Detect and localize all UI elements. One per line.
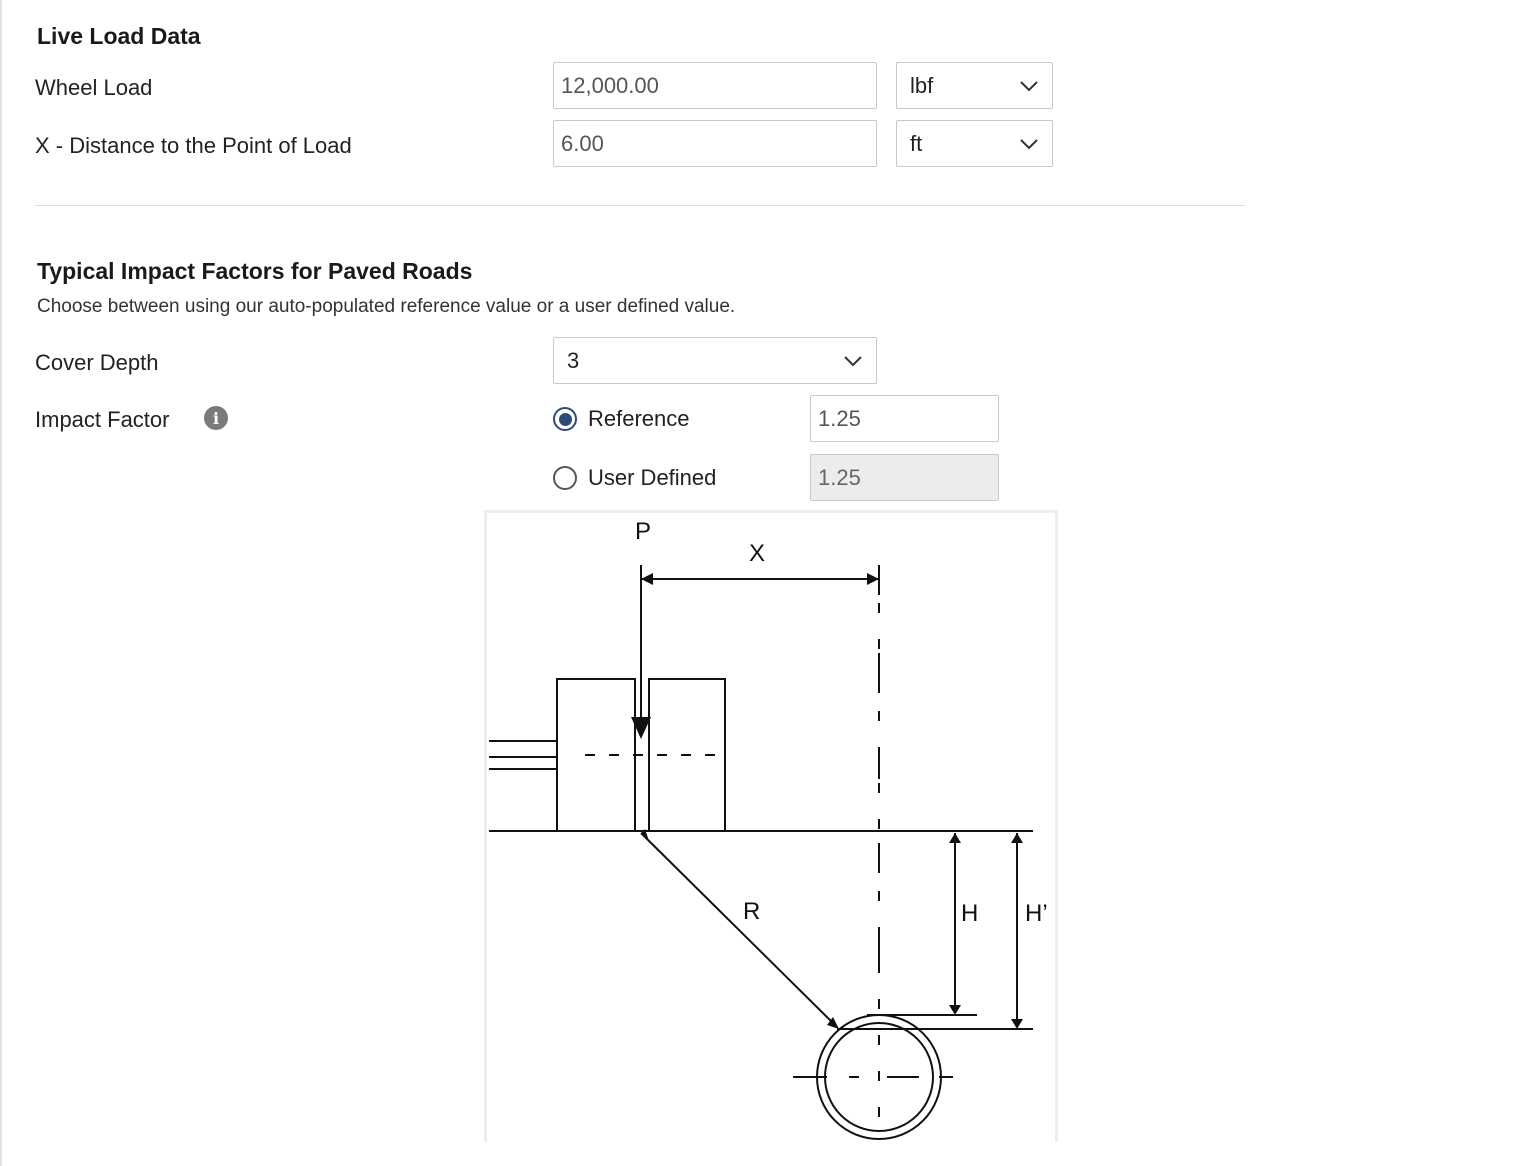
chevron-down-icon: [843, 355, 863, 367]
impact-factor-label: Impact Factor: [35, 407, 170, 432]
impact-title: Typical Impact Factors for Paved Roads: [37, 258, 473, 284]
live-load-title: Live Load Data: [37, 23, 201, 49]
load-diagram-svg: [487, 513, 1055, 1145]
diagram-label-x: X: [749, 540, 766, 567]
distance-unit-select[interactable]: [896, 120, 1053, 167]
impact-subtitle: Choose between using our auto-populated reference value or a user defined value.: [37, 296, 736, 317]
diagram-label-p: P: [635, 518, 652, 545]
radio-selected-dot: [559, 413, 572, 426]
reference-value-input[interactable]: [810, 395, 999, 442]
load-geometry-diagram: [484, 510, 1058, 1142]
wheel-load-label: Wheel Load: [35, 75, 153, 100]
cover-depth-label: Cover Depth: [35, 350, 159, 375]
cover-depth-select[interactable]: [553, 337, 877, 384]
wheel-load-unit-select[interactable]: [896, 62, 1053, 109]
section-divider: [35, 205, 1245, 206]
user-defined-radio[interactable]: [553, 466, 577, 490]
distance-unit-value: ft: [910, 130, 923, 156]
wheel-load-unit-value: lbf: [910, 72, 934, 98]
user-defined-radio-label[interactable]: User Defined: [588, 465, 717, 490]
diagram-label-h-prime: H’: [1025, 900, 1048, 927]
reference-radio[interactable]: [553, 407, 577, 431]
chevron-down-icon: [1019, 138, 1039, 150]
wheel-load-input[interactable]: [553, 62, 877, 109]
distance-label: X - Distance to the Point of Load: [35, 133, 352, 158]
reference-radio-label[interactable]: Reference: [588, 406, 690, 431]
user-defined-value-input: [810, 454, 999, 501]
cover-depth-value: 3: [567, 347, 580, 373]
info-icon[interactable]: i: [204, 406, 228, 430]
distance-input[interactable]: [553, 120, 877, 167]
diagram-label-h: H: [961, 900, 979, 927]
diagram-label-r: R: [743, 898, 761, 925]
chevron-down-icon: [1019, 80, 1039, 92]
